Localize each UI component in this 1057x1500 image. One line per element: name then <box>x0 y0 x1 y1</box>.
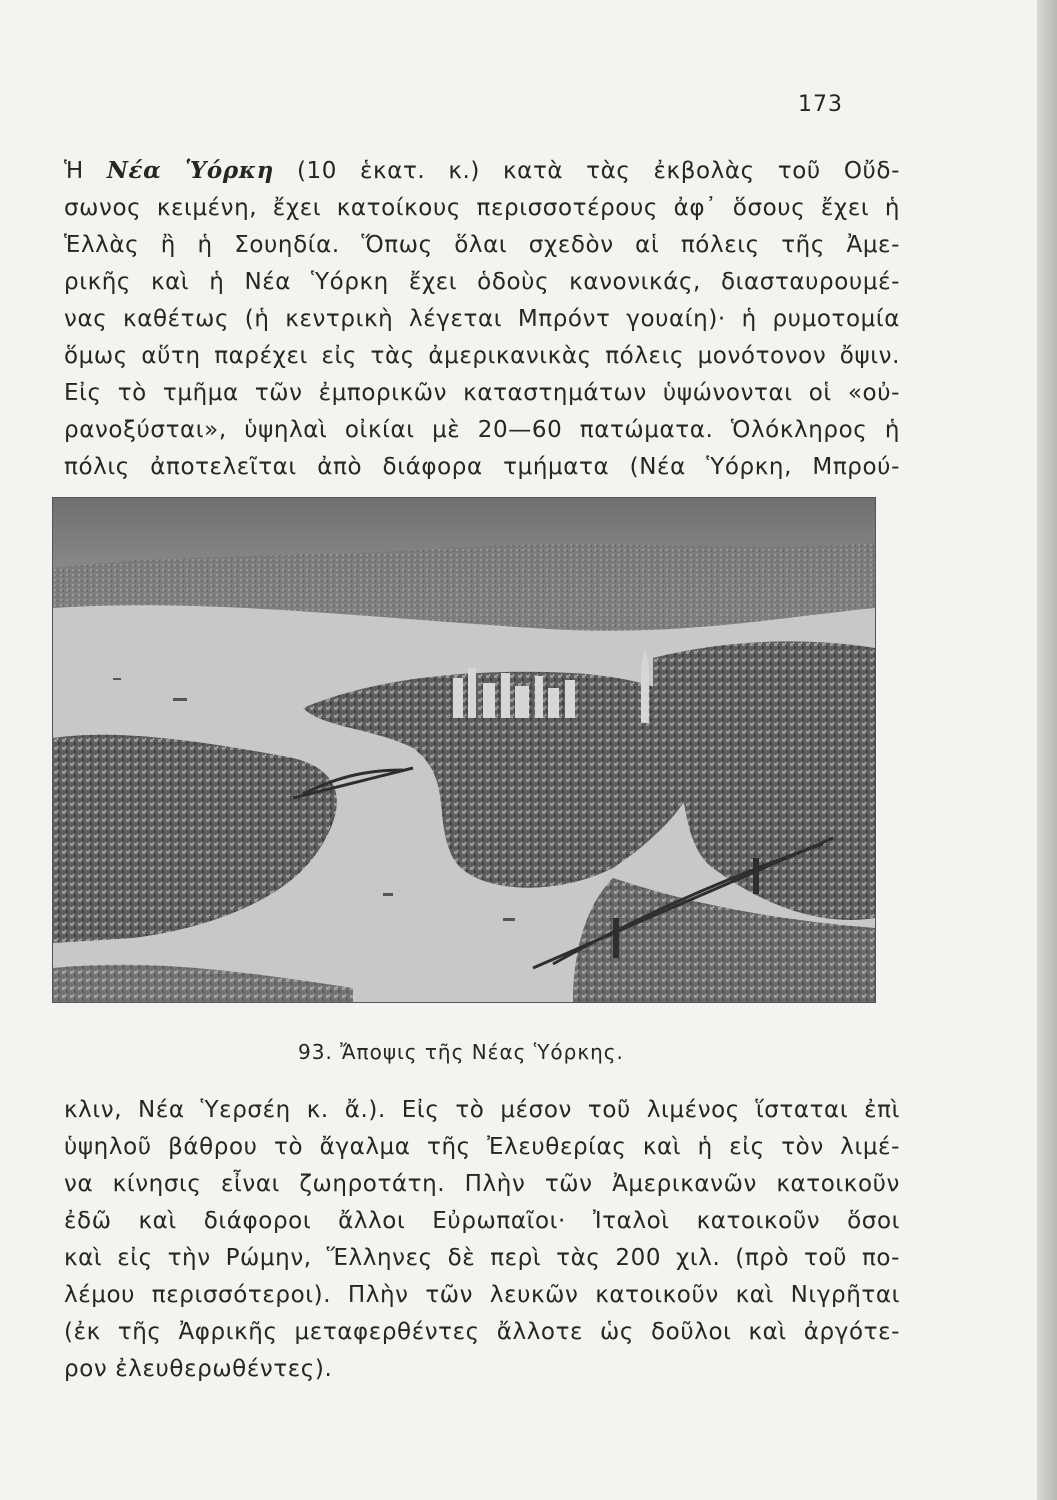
paragraph-top <box>64 152 900 486</box>
figure-caption: 93. Ἄποψις τῆς Νέας Ὑόρκης. <box>298 1040 624 1064</box>
text-line: να κίνησις εἶναι ζωηροτάτη. Πλὴν τῶν Ἀμερικανῶν κατοικοῦν <box>64 1171 900 1197</box>
text-line: Εἰς τὸ τμῆμα τῶν ἐμπορικῶν καταστημάτων ὑψώνονται οἱ «οὐ- <box>64 380 900 406</box>
text-line: ὅμως αὕτη παρέχει εἰς τὰς ἀμερικανικὰς πόλεις μονότονον ὄψιν. <box>64 343 900 369</box>
text-line: πόλις ἀποτελεῖται ἀπὸ διάφορα τμήματα (Νέα Ὑόρκη, Μπρού- <box>64 454 900 480</box>
text-line: ρον ἐλευθερωθέντες). <box>64 1356 333 1382</box>
text-line: Ἑλλὰς ἢ ἡ Σουηδία. Ὅπως ὅλαι σχεδὸν αἱ πόλεις τῆς Ἀμε- <box>64 232 900 258</box>
text-line: (ἐκ τῆς Ἀφρικῆς μεταφερθέντες ἄλλοτε ὡς δοῦλοι καὶ ἀργότε- <box>64 1319 900 1345</box>
aerial-photo-new-york <box>52 497 876 1003</box>
paragraph-bottom <box>64 1092 900 1388</box>
text-line: Ἡ Νέα Ὑόρκη (10 ἑκατ. κ.) κατὰ τὰς ἐκβολὰς τοῦ Οὔδ- <box>64 157 901 184</box>
text-line: λέμου περισσότεροι). Πλὴν τῶν λευκῶν κατοικοῦν καὶ Νιγρῆται <box>64 1282 900 1308</box>
text-line: ἐδῶ καὶ διάφοροι ἄλλοι Εὐρωπαῖοι· Ἰταλοὶ κατοικοῦν ὅσοι <box>64 1208 900 1234</box>
text-line: νας καθέτως (ἡ κεντρικὴ λέγεται Μπρόντ γουαίη)· ἡ ρυμοτομία <box>64 306 900 332</box>
text-line: καὶ εἰς τὴν Ρώμην, Ἕλληνες δὲ περὶ τὰς 200 χιλ. (πρὸ τοῦ πο- <box>64 1245 900 1271</box>
text-line: ὑψηλοῦ βάθρου τὸ ἄγαλμα τῆς Ἐλευθερίας καὶ ἡ εἰς τὸν λιμέ- <box>64 1134 900 1160</box>
emphasized-title: Νέα Ὑόρκη <box>106 157 274 184</box>
text-line: κλιν, Νέα Ὑερσέη κ. ἄ.). Εἰς τὸ μέσον τοῦ λιμένος ἵσταται ἐπὶ <box>64 1097 900 1123</box>
page-edge <box>1037 0 1057 1500</box>
text-line: σωνος κειμένη, ἔχει κατοίκους περισσοτέρους ἀφ᾿ ὅσους ἔχει ἡ <box>64 195 900 221</box>
text-line: ρικῆς καὶ ἡ Νέα Ὑόρκη ἔχει ὁδοὺς κανονικάς, διασταυρουμέ- <box>64 269 900 295</box>
text-line: ρανοξύσται», ὑψηλαὶ οἰκίαι μὲ 20—60 πατώματα. Ὁλόκληρος ἡ <box>64 417 900 443</box>
page-number: 173 <box>798 92 843 117</box>
